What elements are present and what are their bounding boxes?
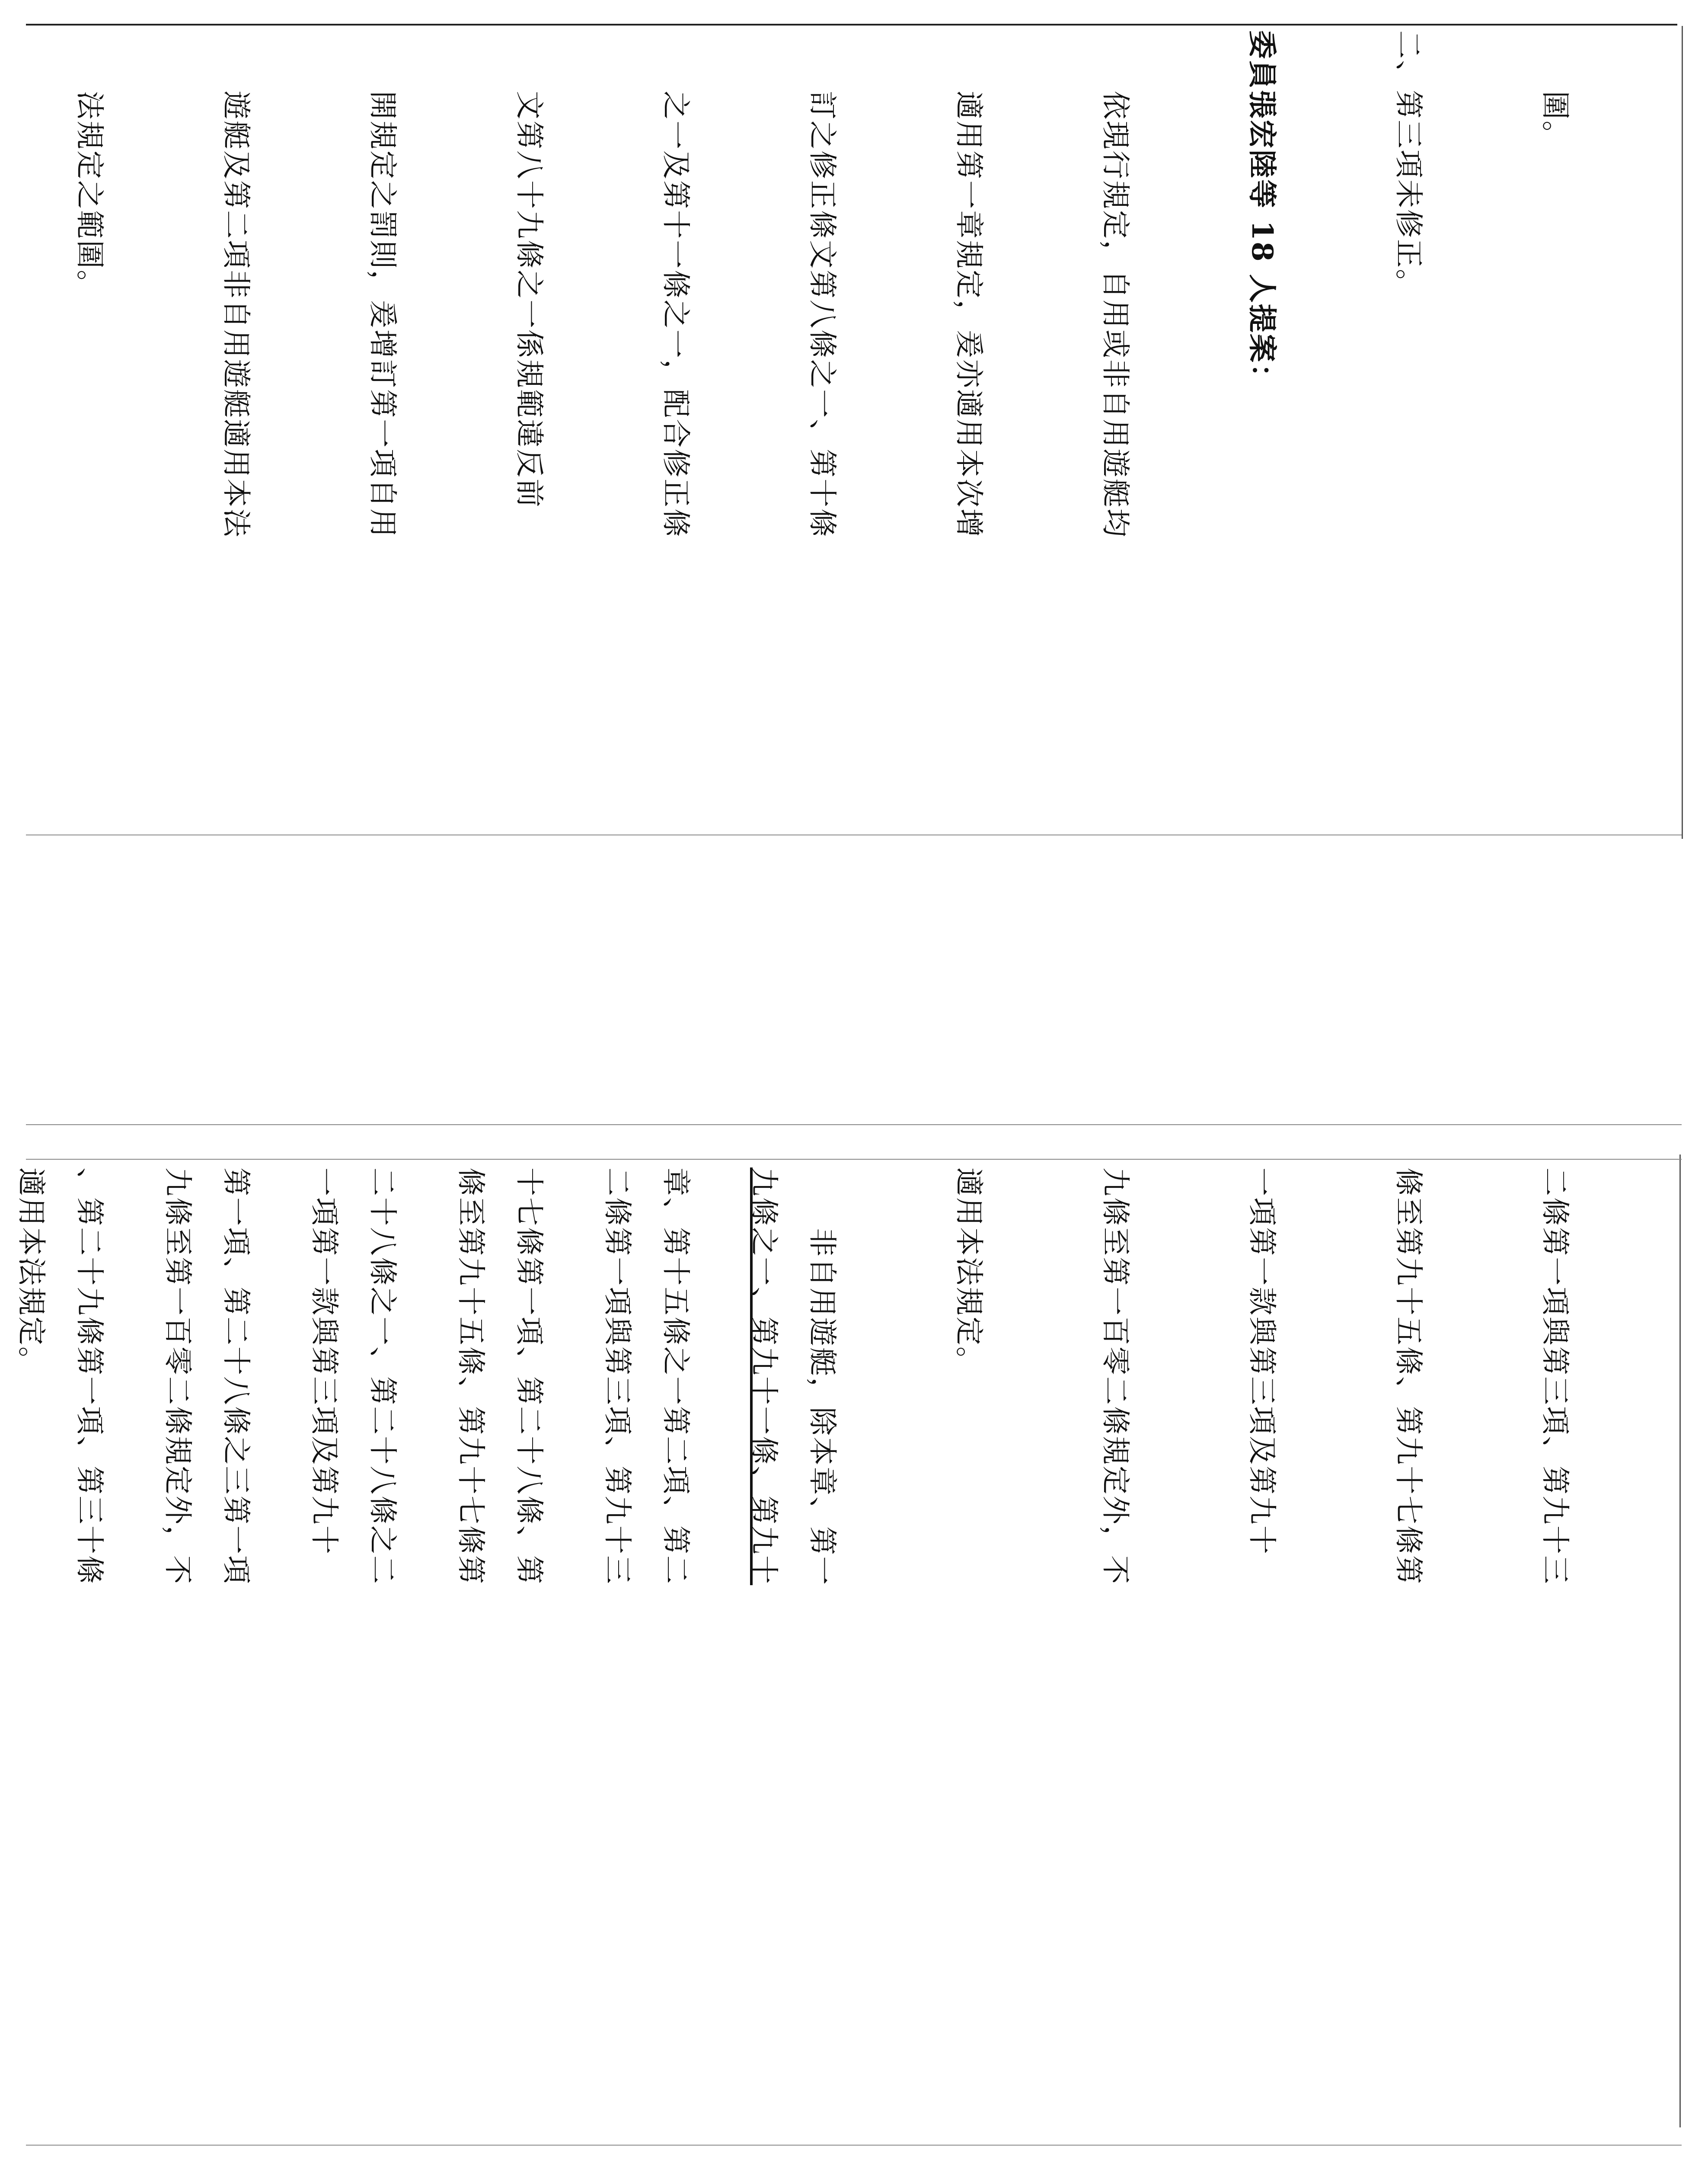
text-line: 二條第一項與第三項、第九十三	[1539, 1167, 1572, 1585]
left-column-lines	[0, 1167, 886, 2162]
top-panel-lines	[0, 30, 1677, 809]
text-line: 非自用遊艇，除本章、第一	[806, 1228, 839, 1586]
text-line: 九條至第一百零二條規定外，不	[161, 1167, 195, 1585]
text-line: 適用本法規定。	[15, 1167, 48, 1376]
text-line: 訂之修正條文第八條之一、第十條	[806, 91, 839, 538]
text-line: 第一項、第二十八條之三第一項	[220, 1167, 253, 1585]
text-line: 適用第一章規定，爰亦適用本次增	[952, 91, 986, 538]
panel-divider-rule	[1679, 1155, 1681, 2127]
text-line: 依現行規定，自用或非自用遊艇均	[1099, 91, 1132, 538]
text-line: 法規定之範圍。	[73, 91, 106, 300]
top-text-panel	[0, 30, 1677, 809]
text-line: 遊艇及第二項非自用遊艇適用本法	[220, 91, 253, 538]
text-line: 九條之一、第九十一條、第九十	[747, 1167, 781, 1585]
left-margin-rule	[1682, 26, 1683, 839]
upper-column-rule	[26, 1159, 1682, 1160]
text-line: 、第二十九條第一項、第三十條	[73, 1167, 106, 1585]
text-line: 十七條第一項、第二十八條、第	[513, 1167, 546, 1585]
proposer-heading: 委員張宏陸等 18 人提案：	[1245, 30, 1279, 393]
text-line: 一項第一款與第三項及第九十	[308, 1167, 341, 1555]
text-line: 九條至第一百零二條規定外，不	[1099, 1167, 1132, 1585]
lower-section-rule	[26, 1124, 1682, 1125]
text-line: 章、第十五條之一第二項、第二	[659, 1167, 693, 1585]
text-line: 一項第一款與第三項及第九十	[1245, 1167, 1279, 1555]
text-line: 開規定之罰則，爰增訂第一項自用	[366, 91, 399, 538]
text-line: 二條第一項與第三項、第九十三	[601, 1167, 634, 1585]
text-line: 二十八條之一、第二十八條之二	[366, 1167, 399, 1585]
left-text-column	[0, 1167, 886, 2162]
top-rule	[26, 24, 1677, 26]
text-line: 文第八十九條之一係規範違反前	[513, 91, 546, 509]
text-line: 條至第九十五條、第九十七條第	[454, 1167, 488, 1585]
text-line: 二、第三項未修正。	[1392, 30, 1425, 299]
text-line: 條至第九十五條、第九十七條第	[1392, 1167, 1425, 1585]
text-line: 之一及第十一條之一，配合修正條	[659, 91, 693, 538]
text-line: 適用本法規定。	[952, 1167, 986, 1376]
text-line: 圍。	[1539, 91, 1572, 150]
